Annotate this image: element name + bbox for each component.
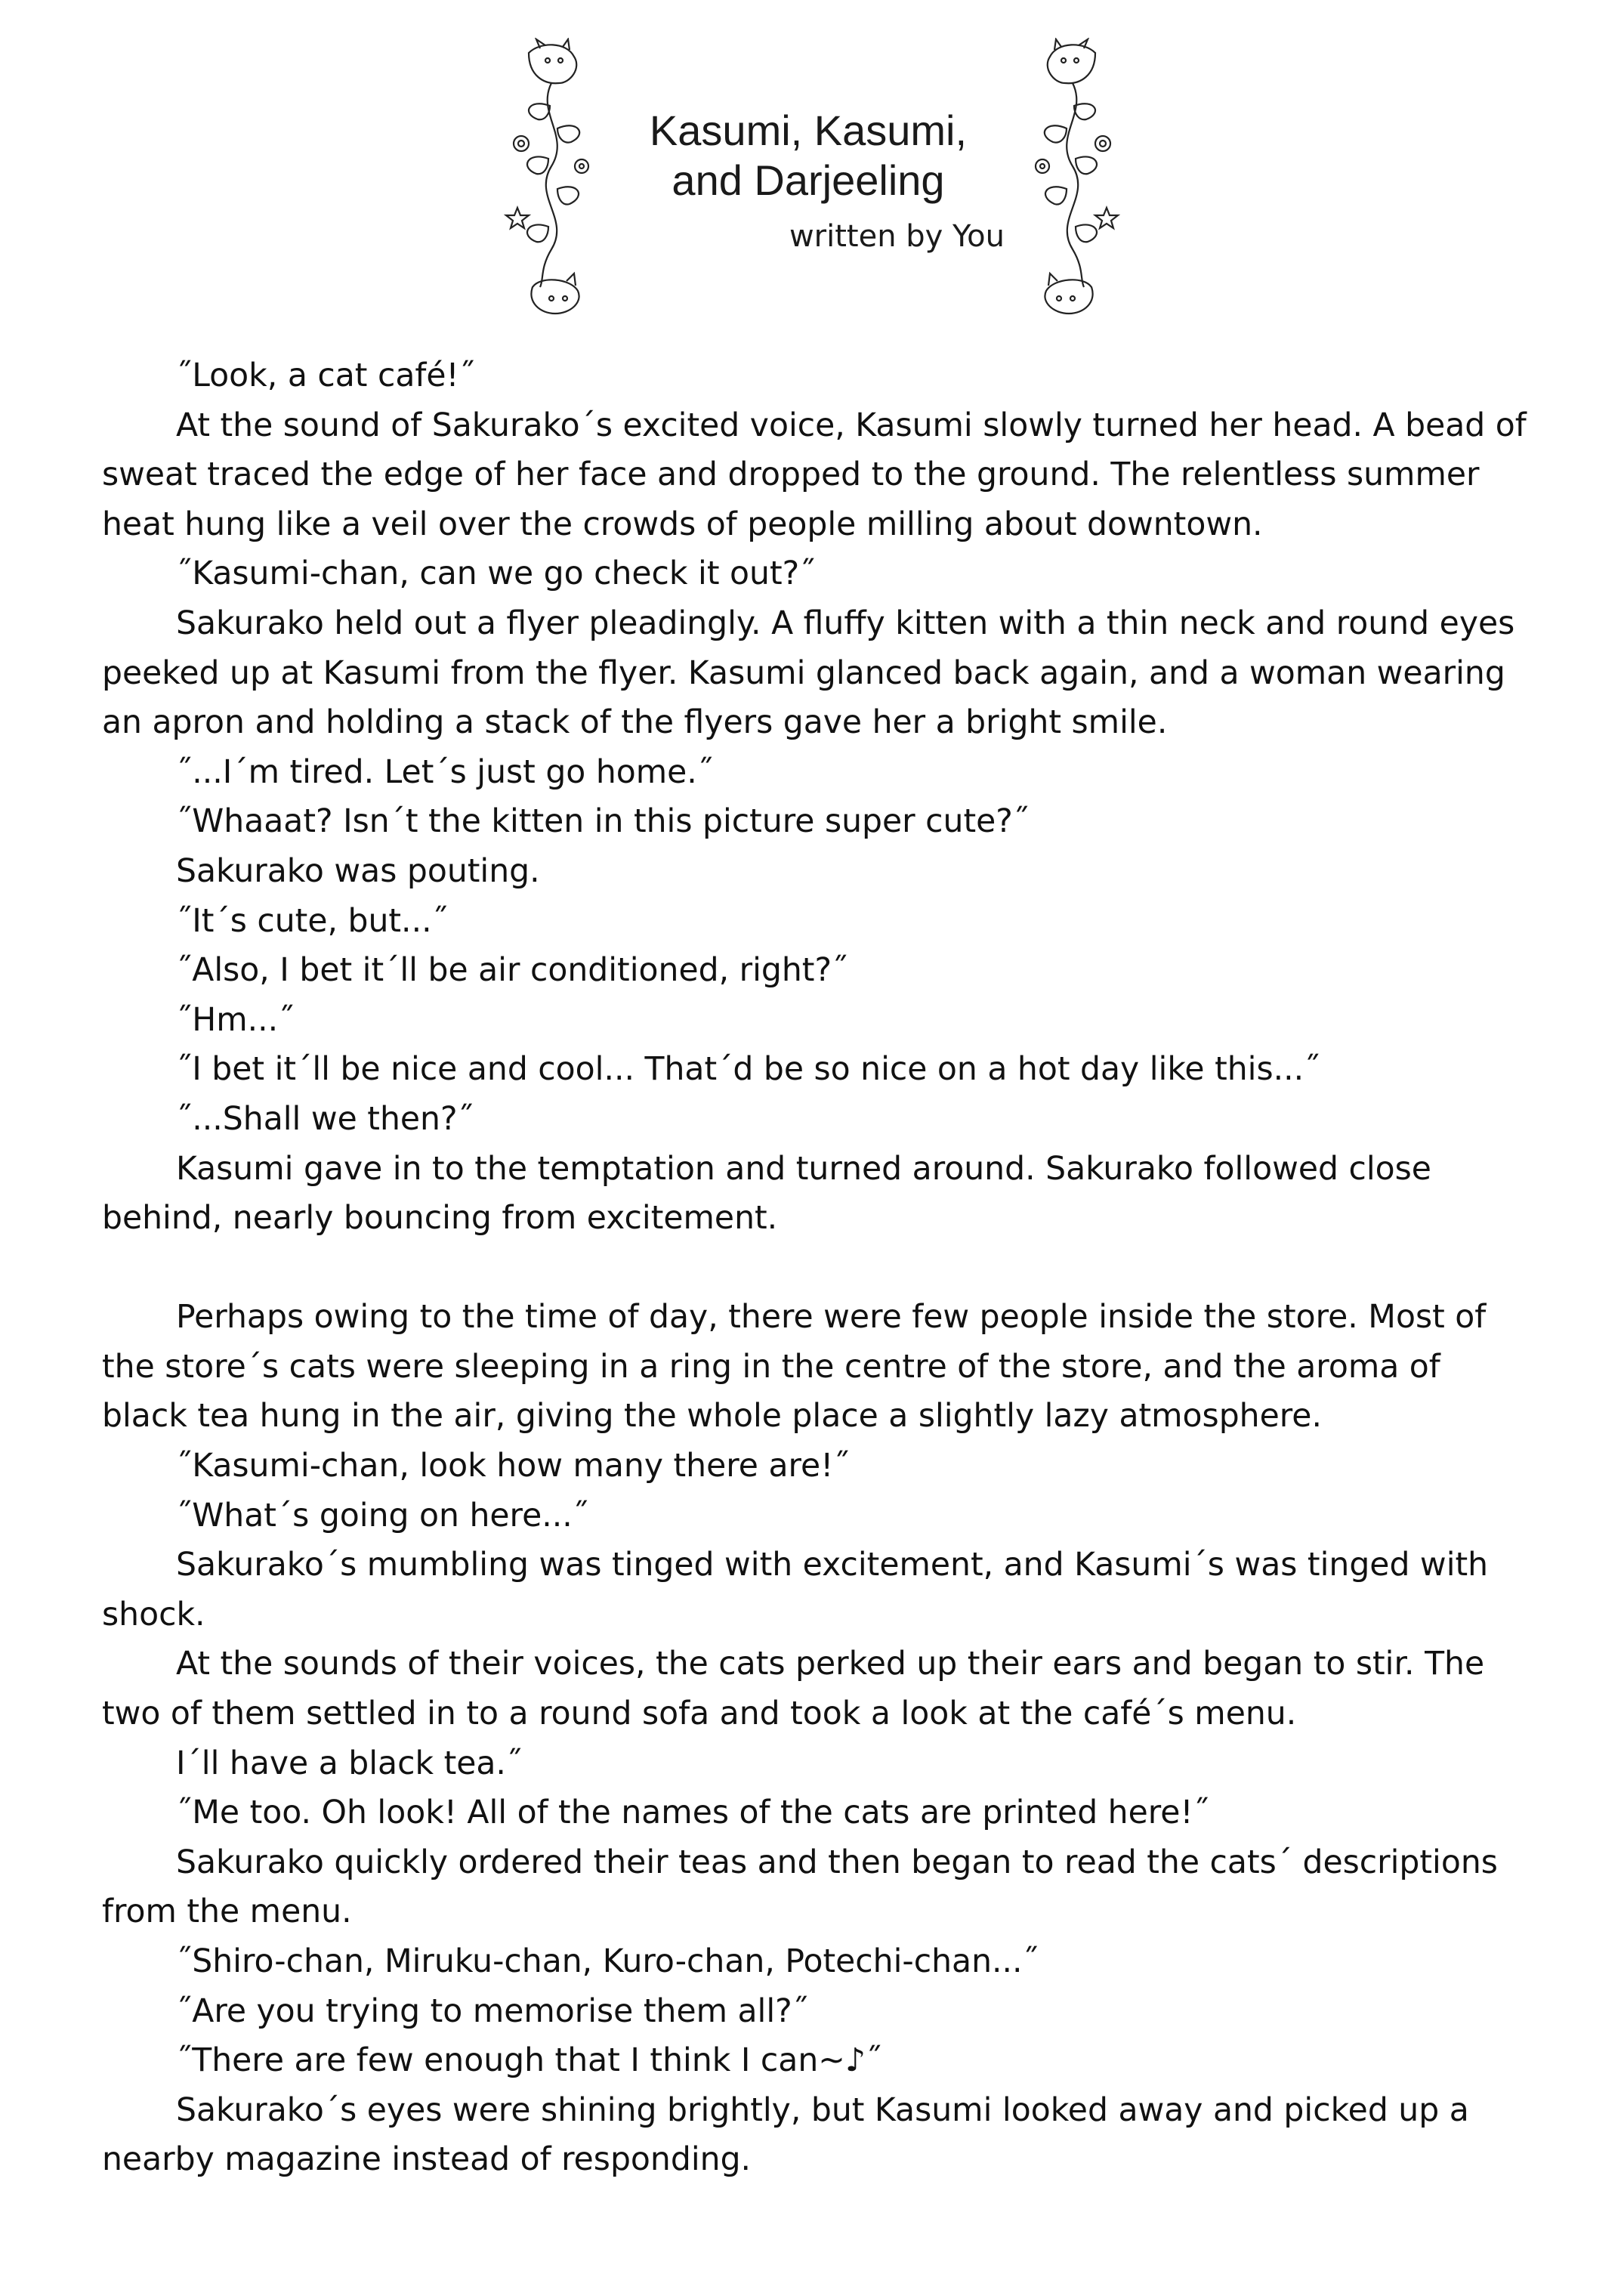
paragraph: Sakurako´s mumbling was tinged with excitement, and Kasumi´s was tinged with shock.	[102, 1547, 1489, 1633]
paragraph: Kasumi gave in to the temptation and turned around. Sakurako followed close behind, nearly bouncing from excitement.	[102, 1150, 1431, 1238]
paragraph: At the sounds of their voices, the cats perked up their ears and began to stir. The two of them settled in to a round sofa and took a look at the café´s menu.	[102, 1646, 1485, 1733]
paragraph: Sakurako held out a flyer pleadingly. A fluffy kitten with a thin neck and round eyes peeked up at Kasumi from the flyer. Kasumi glanced back again, and a woman wearing an apron and holding a stack of the flyers gave her a bright smile.	[102, 604, 1515, 742]
paragraph: ˝Are you trying to memorise them all?˝	[176, 1992, 808, 2030]
paragraph: ˝Look, a cat café!˝	[176, 357, 475, 394]
paragraph: ˝Whaaat? Isn´t the kitten in this picture super cute?˝	[176, 803, 1030, 841]
paragraph: Sakurako´s eyes were shining brightly, but Kasumi looked away and picked up a nearby magazine instead of responding.	[102, 2091, 1469, 2179]
paragraph: ˝Also, I bet it´ll be air conditioned, right?˝	[176, 952, 848, 990]
story-body	[102, 351, 1530, 2185]
paragraph: Sakurako was pouting.	[176, 852, 540, 890]
paragraph: ˝Shiro-chan, Miruku-chan, Kuro-chan, Potechi-chan...˝	[176, 1943, 1039, 1980]
paragraph: ˝...I´m tired. Let´s just go home.˝	[176, 753, 714, 791]
floral-ornament-left-icon	[499, 38, 604, 317]
paragraph: At the sound of Sakurako´s excited voice, Kasumi slowly turned her head. A bead of sweat traced the edge of her face and dropped to the ground. The relentless summer heat hung like a veil over the crowds of people milling about downtown.	[102, 406, 1527, 543]
paragraph: ˝Me too. Oh look! All of the names of the cats are printed here!˝	[176, 1794, 1209, 1832]
paragraph: Perhaps owing to the time of day, there were few people inside the store. Most of the store´s cats were sleeping in a ring in the centre of the store, and the aroma of black tea hung in the air, giving the whole place a slightly lazy atmosphere.	[102, 1299, 1487, 1435]
paragraph: Sakurako quickly ordered their teas and then began to read the cats´ descriptions from the menu.	[102, 1843, 1498, 1931]
floral-ornament-right-icon	[1020, 38, 1125, 317]
scene-break	[102, 1244, 1530, 1293]
byline: written by You	[789, 219, 1005, 254]
paragraph: ˝...Shall we then?˝	[176, 1100, 474, 1138]
title-line-2: and Darjeeling	[672, 156, 945, 204]
paragraph: ˝What´s going on here...˝	[176, 1497, 589, 1534]
paragraph: ˝It´s cute, but...˝	[176, 902, 448, 940]
header	[483, 38, 1148, 317]
title-line-1: Kasumi, Kasumi,	[649, 107, 968, 154]
paragraph: ˝There are few enough that I think I can~♪˝	[176, 2042, 882, 2080]
paragraph: ˝Kasumi-chan, look how many there are!˝	[176, 1448, 850, 1485]
paragraph: ˝I bet it´ll be nice and cool... That´d be so nice on a hot day like this...˝	[176, 1051, 1320, 1089]
paragraph: ˝Hm...˝	[176, 1001, 295, 1039]
story-title	[604, 106, 1012, 206]
paragraph: ˝Kasumi-chan, can we go check it out?˝	[176, 555, 816, 593]
paragraph: I´ll have a black tea.˝	[176, 1744, 523, 1782]
